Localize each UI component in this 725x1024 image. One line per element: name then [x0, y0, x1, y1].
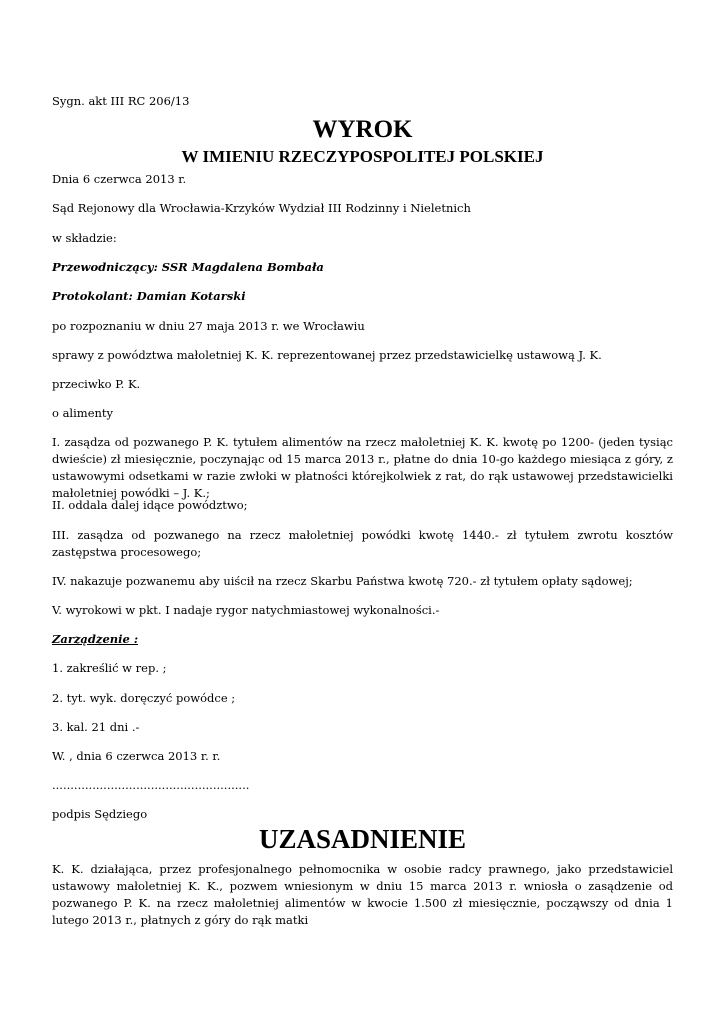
document-title: WYROK	[312, 116, 413, 143]
verdict-point-5: V. wyrokowi w pkt. I nadaje rygor natychmiastowej wykonalności.-	[52, 603, 440, 617]
case-line: sprawy z powództwa małoletniej K. K. reprezentowanej przez przedstawicielkę ustawową J. K.	[52, 348, 602, 362]
place-date: W. , dnia 6 czerwca 2013 r. r.	[52, 749, 221, 763]
signature-label: podpis Sędziego	[52, 807, 148, 821]
subject-line: o alimenty	[52, 406, 114, 420]
order-heading: Zarządzenie :	[52, 632, 139, 646]
verdict-point-2: II. oddala dalej idące powództwo;	[52, 498, 248, 512]
verdict-point-3: III. zasądza od pozwanego na rzecz małoletniej powódki kwotę 1440.- zł tytułem zwrotu kosztów zastępstwa procesowego;	[52, 528, 673, 559]
justification-title: UZASADNIENIE	[258, 824, 467, 854]
signature-dots: ......................................................	[52, 778, 250, 792]
order-item-2: 2. tyt. wyk. doręczyć powódce ;	[52, 691, 236, 705]
date-line: Dnia 6 czerwca 2013 r.	[52, 172, 187, 186]
justification-text: K. K. działająca, przez profesjonalnego pełnomocnika w osobie radcy prawnego, jako przedstawiciel ustawowy małoletniej K. K., pozwem wniesionym w dniu 15 marca 2013 r. wniosła o zasądzenie od pozwanego P. K. na rzecz małoletniej alimentów w kwocie 1.500 zł miesięcznie, począwszy od dnia 1 lutego 2013 r., płatnych z góry do rąk matki	[52, 862, 673, 927]
composition-label: w składzie:	[52, 231, 117, 245]
hearing-line: po rozpoznaniu w dniu 27 maja 2013 r. we Wrocławiu	[52, 319, 365, 333]
case-signature: Sygn. akt III RC 206/13	[52, 94, 190, 108]
document-subtitle: W IMIENIU RZECZYPOSPOLITEJ POLSKIEJ	[181, 147, 544, 166]
court-clerk: Protokolant: Damian Kotarski	[52, 289, 246, 303]
order-item-1: 1. zakreślić w rep. ;	[52, 661, 167, 675]
court-name: Sąd Rejonowy dla Wrocławia-Krzyków Wydział III Rodzinny i Nieletnich	[52, 201, 471, 215]
defendant-line: przeciwko P. K.	[52, 377, 141, 391]
verdict-point-4: IV. nakazuje pozwanemu aby uiścił na rzecz Skarbu Państwa kwotę 720.- zł tytułem opłaty sądowej;	[52, 574, 633, 588]
order-item-3: 3. kal. 21 dni .-	[52, 720, 140, 734]
presiding-judge: Przewodniczący: SSR Magdalena Bombała	[52, 260, 324, 274]
verdict-point-1: I. zasądza od pozwanego P. K. tytułem alimentów na rzecz małoletniej K. K. kwotę po 1200- (jeden tysiąc dwieście) zł miesięcznie, poczynając od 15 marca 2013 r., płatne do dnia 10-go każdego miesiąca z góry, z ustawowymi odsetkami w razie zwłoki w płatności którejkolwiek z rat, do rąk ustawowej przedstawicielki małoletniej powódki – J. K.;	[52, 435, 673, 500]
